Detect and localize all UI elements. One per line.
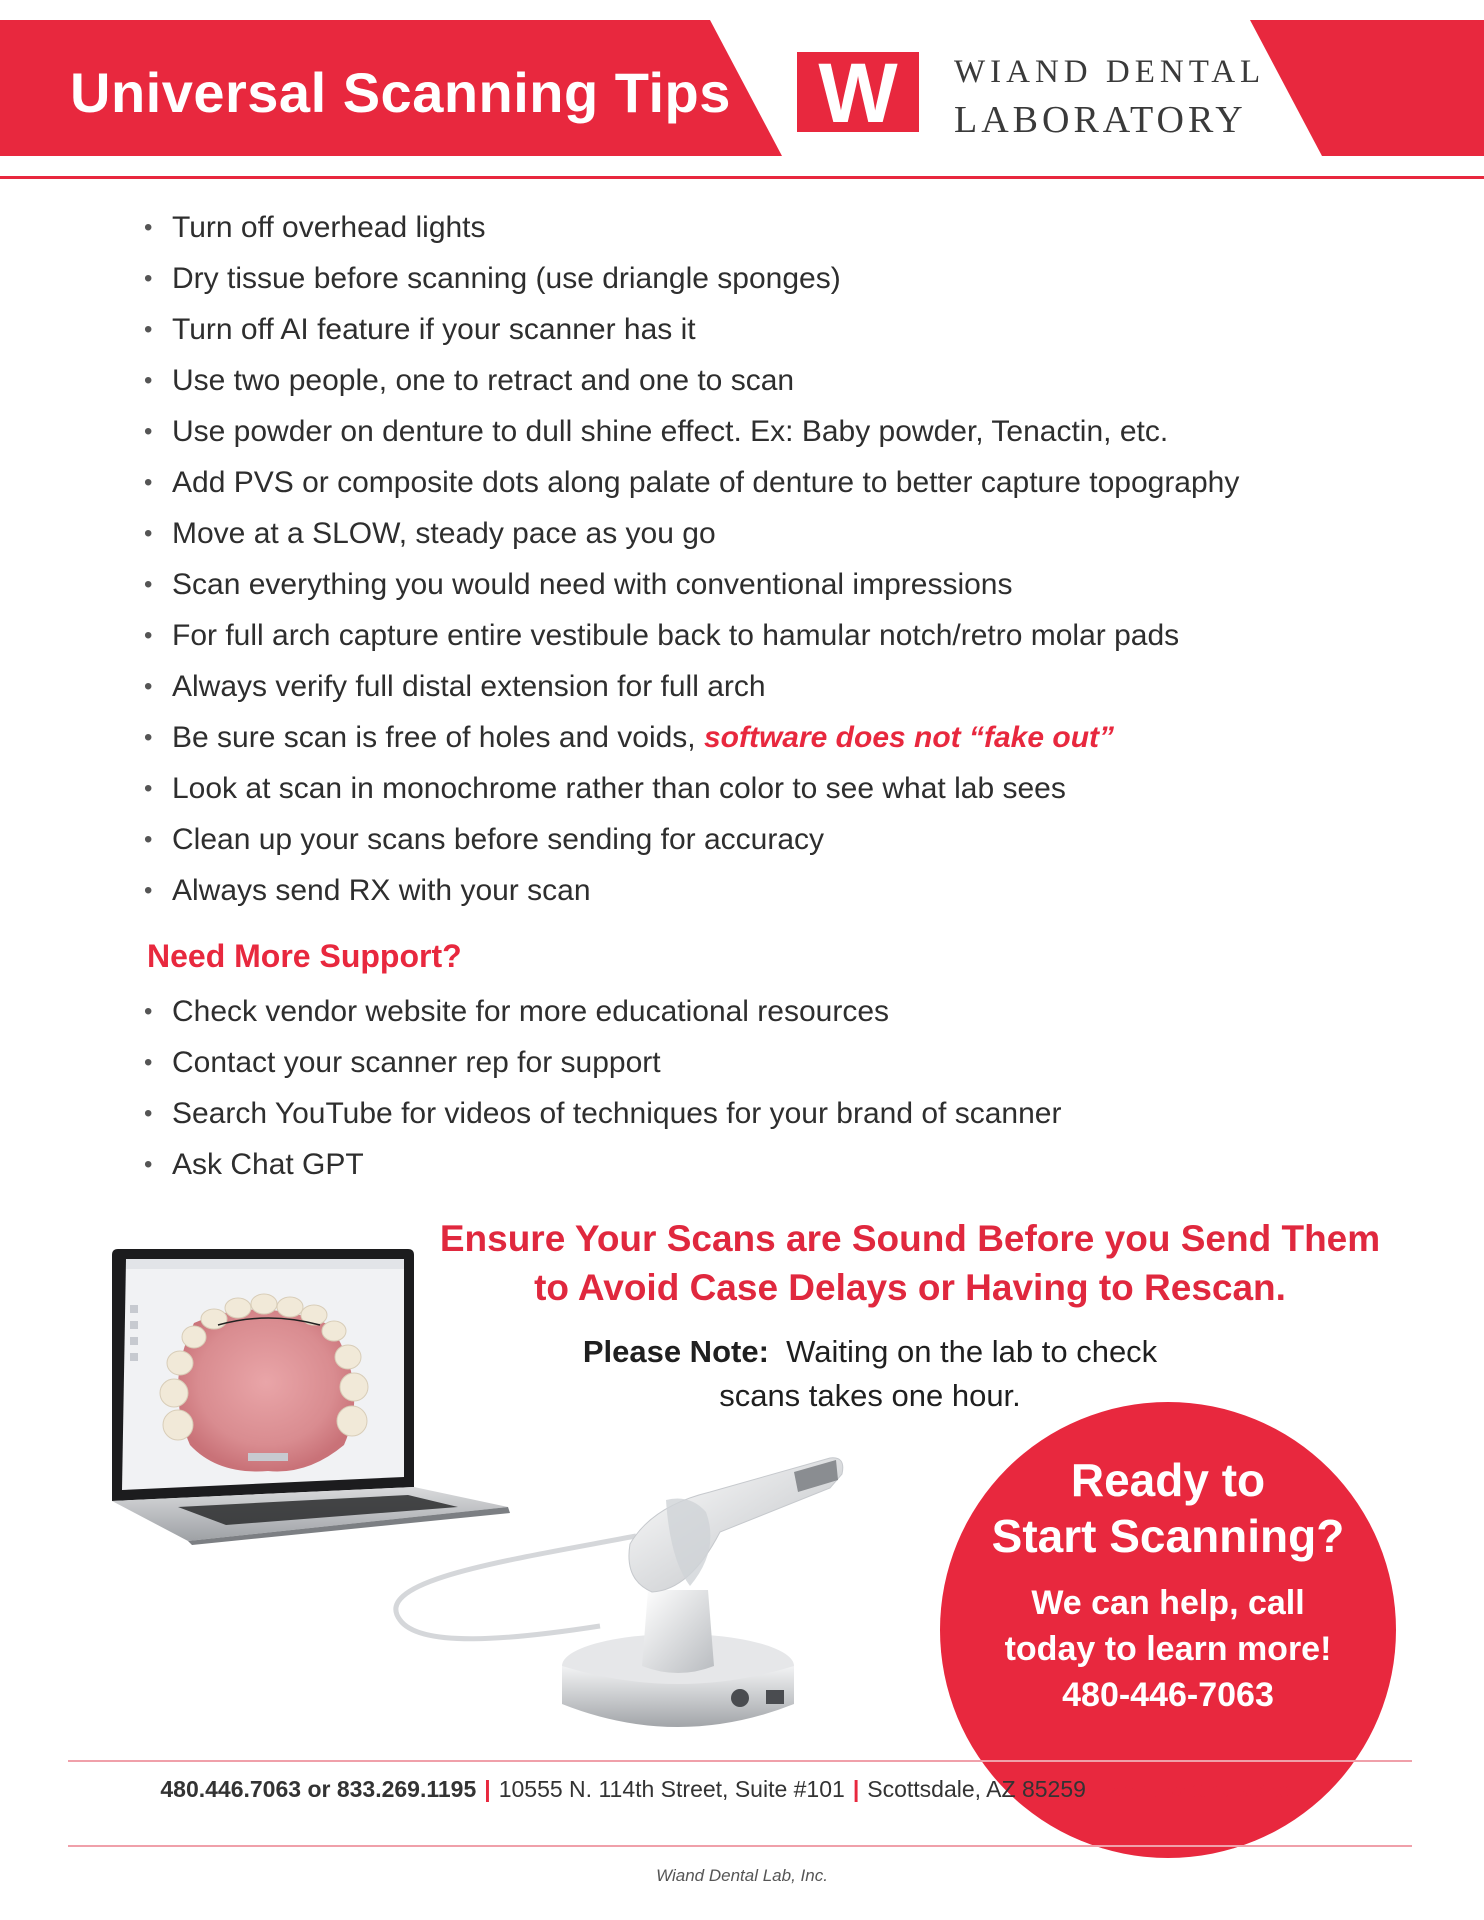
list-item: • Use two people, one to retract and one to scan <box>140 355 1390 406</box>
cta-line-2: to Avoid Case Delays or Having to Rescan. <box>534 1267 1286 1308</box>
note-label: Please Note: <box>582 1334 769 1369</box>
list-item: • Always verify full distal extension for full arch <box>140 661 1390 712</box>
bullet-icon: • <box>144 1151 153 1178</box>
bullet-icon: • <box>144 998 153 1025</box>
footer-street: 10555 N. 114th Street, Suite #101 <box>498 1776 845 1802</box>
list-item: • Always send RX with your scan <box>140 865 1390 916</box>
page-title: Universal Scanning Tips <box>70 61 731 124</box>
cta-heading <box>430 1214 1390 1312</box>
intraoral-scanner-image <box>390 1440 850 1750</box>
badge-title-1: Ready to <box>1070 1454 1266 1506</box>
note-line-2: scans takes one hour. <box>719 1378 1021 1413</box>
svg-text:W: W <box>818 52 898 132</box>
tips-list <box>140 202 1390 916</box>
bullet-icon: • <box>144 1049 153 1076</box>
bullet-icon: • <box>144 265 153 292</box>
list-item: • Ask Chat GPT <box>140 1139 1390 1190</box>
please-note <box>520 1330 1220 1418</box>
list-item: • Scan everything you would need with conventional impressions <box>140 559 1390 610</box>
bullet-icon: • <box>144 418 153 445</box>
bullet-icon: • <box>144 775 153 802</box>
list-item: • Clean up your scans before sending for accuracy <box>140 814 1390 865</box>
support-heading: Need More Support? <box>147 938 462 974</box>
emphasis-text: software does not “fake out” <box>703 721 1115 754</box>
bullet-icon: • <box>144 367 153 394</box>
footer-separator: | <box>484 1776 491 1802</box>
list-item: • Move at a SLOW, steady pace as you go <box>140 508 1390 559</box>
footer-separator: | <box>1093 1776 1101 1802</box>
list-item: • Contact your scanner rep for support <box>140 1037 1390 1088</box>
bullet-icon: • <box>144 571 153 598</box>
footer-credit: Wiand Dental Lab, Inc. <box>656 1866 828 1885</box>
badge-sub-2: today to learn more! <box>1004 1630 1332 1668</box>
list-item: • Turn off AI feature if your scanner has it <box>140 304 1390 355</box>
list-item: • Use powder on denture to dull shine effect. Ex: Baby powder, Tenactin, etc. <box>140 406 1390 457</box>
logo-line-2: LABORATORY <box>954 99 1247 141</box>
bullet-icon: • <box>144 826 153 853</box>
support-list <box>140 986 1390 1190</box>
cta-line-1: Ensure Your Scans are Sound Before you Send Them <box>439 1218 1381 1259</box>
bullet-icon: • <box>144 469 153 496</box>
bullet-icon: • <box>144 877 153 904</box>
footer-divider-top <box>68 1760 1412 1762</box>
bullet-icon: • <box>144 724 153 751</box>
list-item: • Be sure scan is free of holes and voids, software does not “fake out” <box>140 712 1390 763</box>
badge-sub-1: We can help, call <box>1031 1584 1305 1622</box>
list-item: • Search YouTube for videos of techniques for your brand of scanner <box>140 1088 1390 1139</box>
footer-website-link[interactable]: www.wiandlab.com <box>1108 1776 1320 1802</box>
footer-contact <box>68 1776 1412 1803</box>
note-line-1: Waiting on the lab to check <box>786 1334 1158 1369</box>
wiand-logo-icon <box>797 52 919 132</box>
right-band <box>1250 20 1484 156</box>
footer-separator: | <box>852 1776 860 1802</box>
badge-title-2: Start Scanning? <box>991 1510 1345 1562</box>
footer-phones[interactable]: 480.446.7063 or 833.269.1195 <box>160 1776 477 1802</box>
header-banner <box>0 0 1484 180</box>
list-item: • Turn off overhead lights <box>140 202 1390 253</box>
bullet-icon: • <box>144 673 153 700</box>
header-divider <box>0 176 1484 179</box>
bullet-icon: • <box>144 520 153 547</box>
list-item: • Dry tissue before scanning (use driangle sponges) <box>140 253 1390 304</box>
bullet-icon: • <box>144 316 153 343</box>
logo-line-1: WIAND DENTAL <box>954 54 1266 90</box>
logo-wordmark <box>954 48 1265 144</box>
list-item: • Look at scan in monochrome rather than color to see what lab sees <box>140 763 1390 814</box>
list-item: • Check vendor website for more educational resources <box>140 986 1390 1037</box>
list-item: • Add PVS or composite dots along palate of denture to better capture topography <box>140 457 1390 508</box>
footer-divider-bottom <box>68 1845 1412 1847</box>
bullet-icon: • <box>144 214 153 241</box>
footer-city: Scottsdale, AZ 85259 <box>867 1776 1086 1802</box>
bullet-icon: • <box>144 1100 153 1127</box>
badge-phone[interactable]: 480-446-7063 <box>1062 1676 1274 1714</box>
bullet-icon: • <box>144 622 153 649</box>
list-item: • For full arch capture entire vestibule back to hamular notch/retro molar pads <box>140 610 1390 661</box>
